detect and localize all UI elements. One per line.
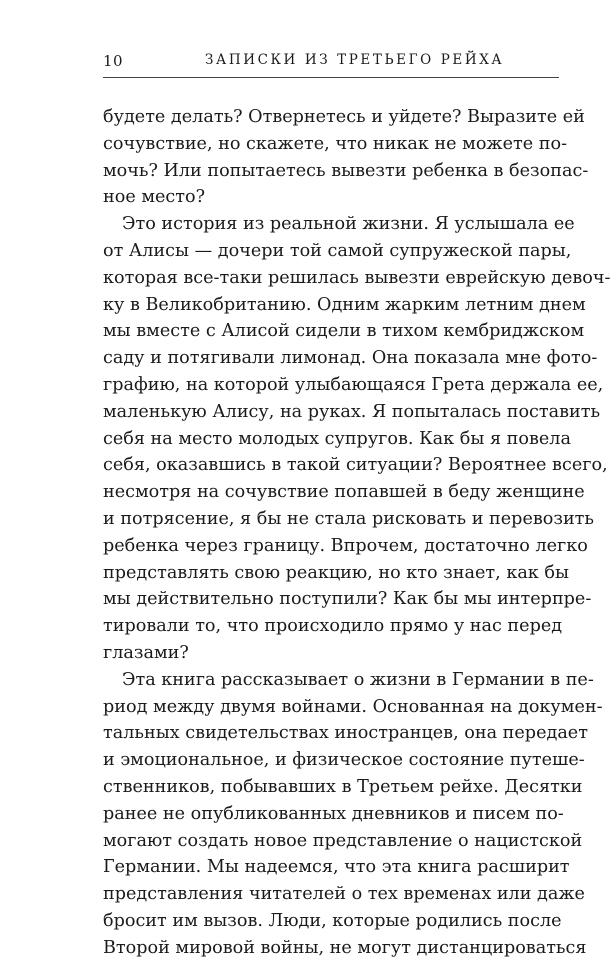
- book-title: ЗАПИСКИ ИЗ ТРЕТЬЕГО РЕЙХА: [205, 52, 505, 68]
- text-line: представлять свою реакцию, но кто знает, как бы: [103, 562, 569, 583]
- text-line: саду и потягивали лимонад. Она показала мне фото-: [103, 348, 598, 369]
- text-line: Второй мировой войны, не могут дистанцироваться: [103, 937, 587, 958]
- text-line: ку в Великобританию. Одним жарким летним днем: [103, 294, 586, 315]
- header-rule: [103, 77, 559, 78]
- text-line: могают создать новое представление о нацистской: [103, 830, 583, 851]
- text-line: ственников, побывавших в Третьем рейхе. Десятки: [103, 776, 583, 797]
- text-line: маленькую Алису, на руках. Я попыталась поставить: [103, 401, 601, 422]
- text-line: которая все-таки решилась вывезти еврейскую девоч-: [103, 267, 611, 288]
- text-line: Эта книга рассказывает о жизни в Германии в пе-: [122, 669, 594, 690]
- text-line: Германии. Мы надеемся, что эта книга расширит: [103, 857, 570, 878]
- text-line: и эмоциональное, и физическое состояние путеше-: [103, 750, 585, 771]
- text-line: Это история из реальной жизни. Я услышала ее: [122, 214, 575, 235]
- text-line: риод между двумя войнами. Основанная на докумен-: [103, 696, 603, 717]
- text-line: и потрясение, я бы не стала рисковать и перевозить: [103, 508, 594, 529]
- text-line: представления читателей о тех временах или даже: [103, 884, 585, 905]
- text-line: глазами?: [103, 642, 189, 663]
- text-line: мы вместе с Алисой сидели в тихом кембриджском: [103, 321, 585, 342]
- text-line: ранее не опубликованных дневников и писем по-: [103, 803, 564, 824]
- text-line: сочувствие, но скажете, что никак не можете по-: [103, 133, 568, 154]
- paragraph: [103, 211, 611, 667]
- text-line: от Алисы — дочери той самой супружеской пары,: [103, 240, 572, 261]
- text-line: себя на место молодых супругов. Как бы я повела: [103, 428, 571, 449]
- text-line: тальных свидетельствах иностранцев, она передает: [103, 723, 588, 744]
- body-text: [103, 104, 611, 962]
- paragraph: [103, 667, 603, 962]
- text-line: бросит им вызов. Люди, которые родились после: [103, 910, 562, 931]
- text-line: тировали то, что происходило прямо у нас перед: [103, 616, 563, 637]
- page-number: 10: [103, 52, 124, 70]
- text-line: несмотря на сочувствие попавшей в беду женщине: [103, 482, 585, 503]
- text-line: себя, оказавшись в такой ситуации? Вероятнее всего,: [103, 455, 608, 476]
- text-line: будете делать? Отвернетесь и уйдете? Выразите ей: [103, 107, 585, 127]
- text-line: мы действительно поступили? Как бы мы интерпре-: [103, 589, 592, 610]
- text-line: графию, на которой улыбающаяся Грета держала ее,: [103, 374, 604, 395]
- paragraph: [103, 104, 589, 211]
- running-head: [103, 48, 559, 72]
- text-line: ребенка через границу. Впрочем, достаточно легко: [103, 535, 588, 556]
- text-line: ное место?: [103, 187, 206, 208]
- text-line: мочь? Или попытаетесь вывезти ребенка в безопас-: [103, 160, 589, 181]
